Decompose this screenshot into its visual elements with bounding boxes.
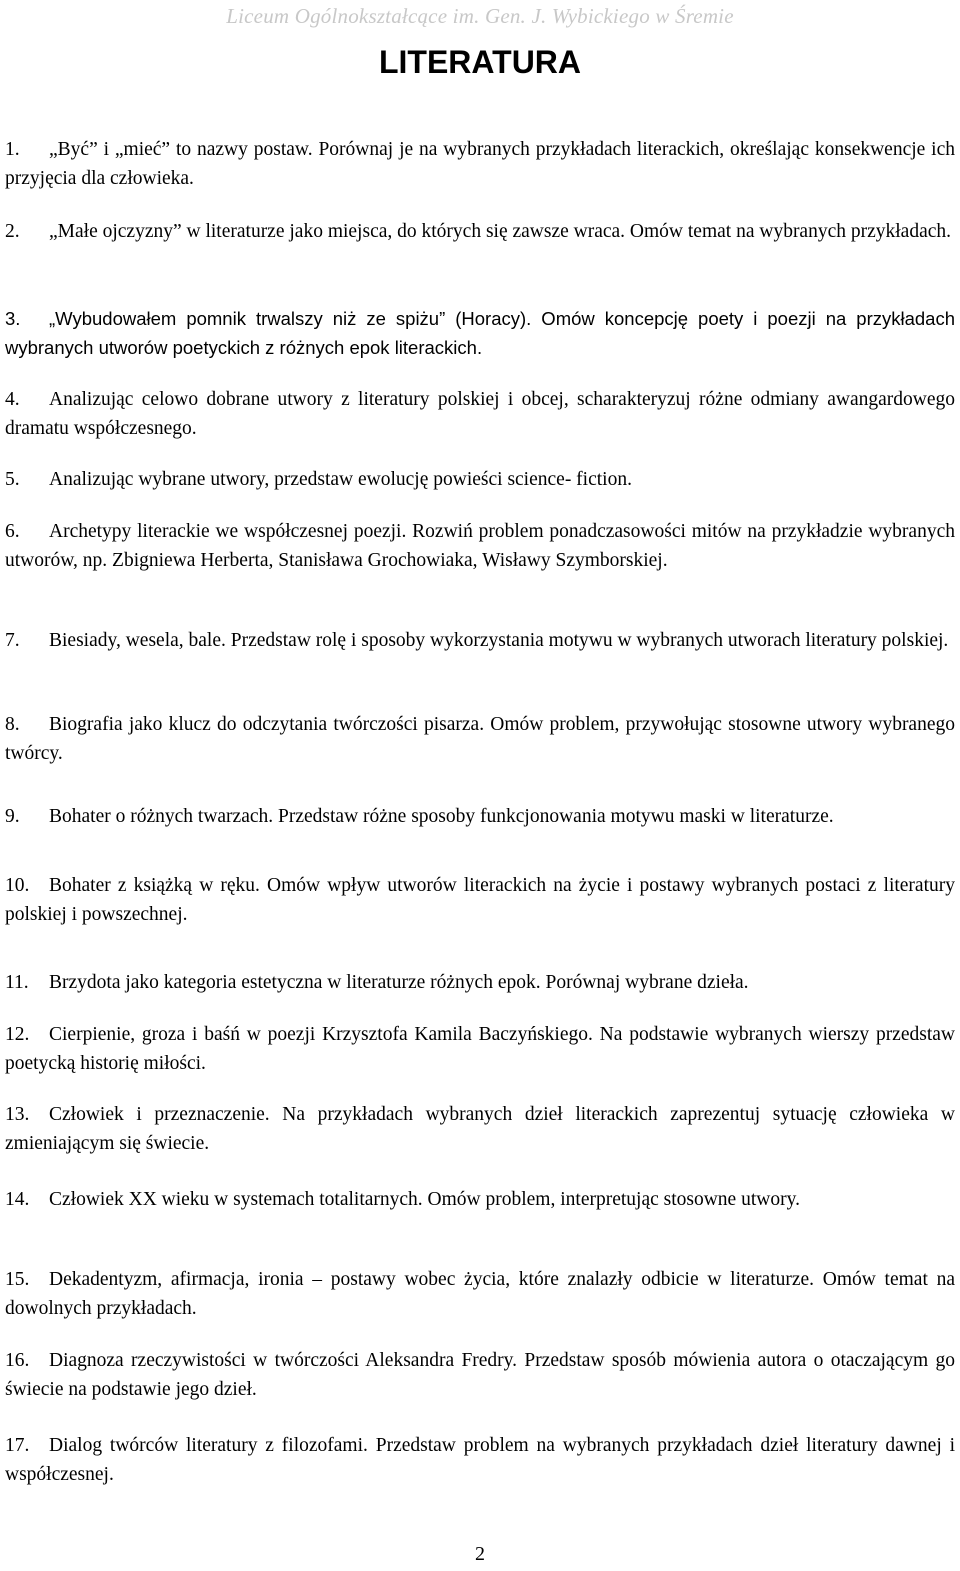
- item-text: Biografia jako klucz do odczytania twórczości pisarza. Omów problem, przywołując stosowne utwory wybranego twórcy.: [5, 714, 955, 764]
- item-text: Cierpienie, groza i baśń w poezji Krzysztofa Kamila Baczyńskiego. Na podstawie wybranych wierszy przedstaw poetycką historię miłości.: [5, 1024, 955, 1074]
- page-number: 2: [475, 1543, 485, 1565]
- item-text: Bohater z książką w ręku. Omów wpływ utworów literackich na życie i postawy wybranych postaci z literatury polskiej i powszechnej.: [5, 875, 955, 925]
- item-text: Archetypy literackie we współczesnej poezji. Rozwiń problem ponadczasowości mitów na przykładzie wybranych utworów, np. Zbigniewa Herberta, Stanisława Grochowiaka, Wisławy Szymborskiej.: [5, 521, 955, 571]
- list-item-14: [5, 1186, 955, 1215]
- item-text: Człowiek i przeznaczenie. Na przykładach wybranych dzieł literackich zaprezentuj sytuację człowieka w zmieniającym się świecie.: [5, 1104, 955, 1154]
- item-text: Dekadentyzm, afirmacja, ironia – postawy wobec życia, które znalazły odbicie w literaturze. Omów temat na dowolnych przykładach.: [5, 1269, 955, 1319]
- item-number: 15.: [5, 1269, 30, 1290]
- item-number: 3.: [5, 308, 21, 329]
- item-number: 17.: [5, 1435, 30, 1456]
- item-text: Człowiek XX wieku w systemach totalitarnych. Omów problem, interpretując stosowne utwory.: [49, 1189, 800, 1210]
- item-number: 16.: [5, 1350, 30, 1371]
- item-text: „Małe ojczyzny” w literaturze jako miejsca, do których się zawsze wraca. Omów temat na wybranych przykładach.: [49, 221, 952, 242]
- list-item-16: [5, 1347, 955, 1404]
- item-number: 5.: [5, 469, 20, 490]
- item-text: Brzydota jako kategoria estetyczna w literaturze różnych epok. Porównaj wybrane dzieła.: [49, 972, 749, 993]
- list-item-3: [5, 305, 955, 362]
- list-item-13: [5, 1101, 955, 1158]
- list-item-11: [5, 969, 955, 998]
- list-item-7: [5, 627, 955, 656]
- list-item-10: [5, 872, 955, 929]
- list-item-8: [5, 711, 955, 768]
- item-text: Dialog twórców literatury z filozofami. Przedstaw problem na wybranych przykładach dzieł literatury dawnej i współczesnej.: [5, 1435, 955, 1485]
- list-item-9: [5, 803, 955, 832]
- item-text: „Wybudowałem pomnik trwalszy niż ze spiżu” (Horacy). Omów koncepcję poety i poezji na przykładach wybranych utworów poetyckich z różnych epok literackich.: [5, 308, 955, 358]
- list-item-5: [5, 466, 955, 495]
- list-item-17: [5, 1432, 955, 1489]
- item-number: 6.: [5, 521, 20, 542]
- item-number: 2.: [5, 221, 20, 242]
- item-text: Bohater o różnych twarzach. Przedstaw różne sposoby funkcjonowania motywu maski w literaturze.: [49, 806, 834, 827]
- item-number: 11.: [5, 972, 29, 993]
- item-number: 9.: [5, 806, 20, 827]
- item-number: 1.: [5, 139, 20, 160]
- item-number: 12.: [5, 1024, 30, 1045]
- page-title: LITERATURA: [378, 44, 582, 80]
- item-text: Analizując celowo dobrane utwory z literatury polskiej i obcej, scharakteryzuj różne odmiany awangardowego dramatu współczesnego.: [5, 389, 955, 439]
- list-item-1: [5, 136, 955, 193]
- item-text: Diagnoza rzeczywistości w twórczości Aleksandra Fredry. Przedstaw sposób mówienia autora o otaczającym go świecie na podstawie jego dzieł.: [5, 1350, 955, 1400]
- item-text: Biesiady, wesela, bale. Przedstaw rolę i sposoby wykorzystania motywu w wybranych utworach literatury polskiej.: [49, 630, 949, 651]
- list-item-12: [5, 1021, 955, 1078]
- item-number: 8.: [5, 714, 20, 735]
- item-number: 13.: [5, 1104, 30, 1125]
- list-item-4: [5, 386, 955, 443]
- item-text: Analizując wybrane utwory, przedstaw ewolucję powieści science- fiction.: [49, 469, 632, 490]
- item-number: 14.: [5, 1189, 30, 1210]
- item-text: „Być” i „mieć” to nazwy postaw. Porównaj je na wybranych przykładach literackich, określając konsekwencje ich przyjęcia dla człowieka.: [5, 139, 955, 189]
- item-number: 7.: [5, 630, 20, 651]
- list-item-6: [5, 518, 955, 575]
- list-item-2: [5, 218, 955, 247]
- school-header: Liceum Ogólnokształcące im. Gen. J. Wybickiego w Śremie: [226, 4, 734, 28]
- list-item-15: [5, 1266, 955, 1323]
- item-number: 4.: [5, 389, 20, 410]
- item-number: 10.: [5, 875, 30, 896]
